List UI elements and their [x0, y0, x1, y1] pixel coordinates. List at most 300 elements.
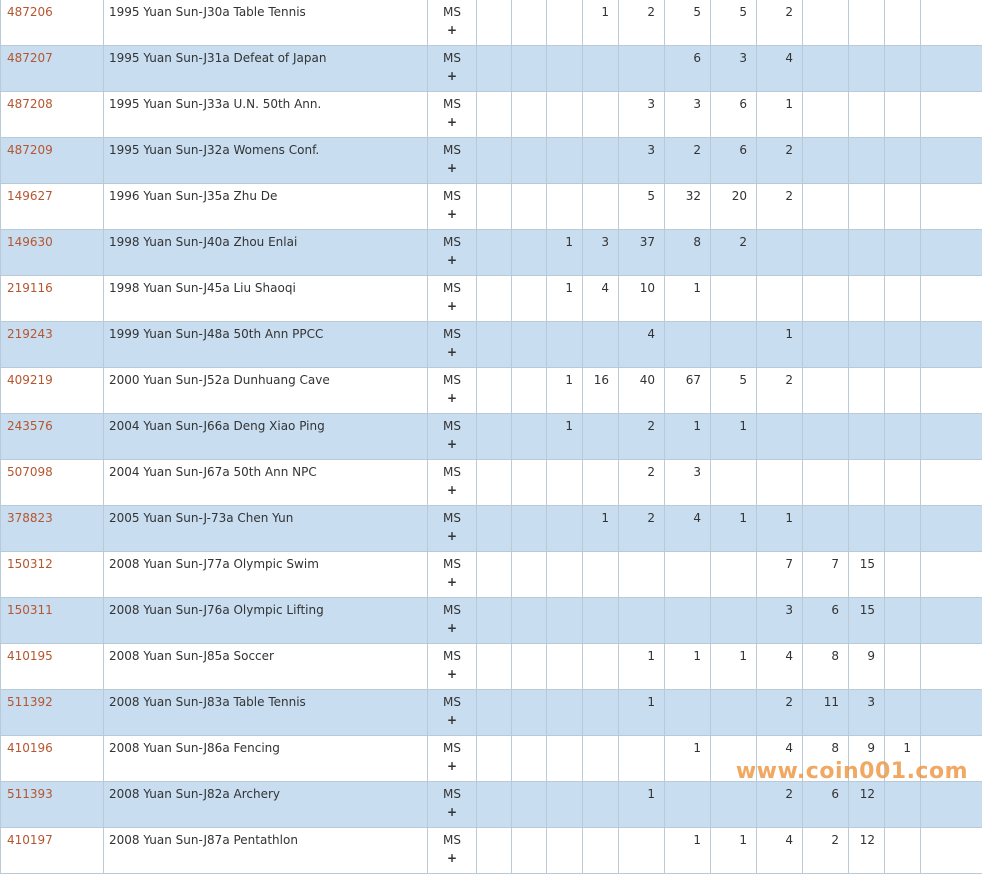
grade-count-cell [477, 322, 512, 368]
grade-cell [428, 690, 477, 736]
grade-count-cell [477, 598, 512, 644]
grade-count-cell [803, 138, 849, 184]
grade-count-cell [583, 92, 619, 138]
grade-label: MS [443, 281, 461, 295]
grade-count-cell [921, 690, 982, 736]
grade-count-cell: 20 [711, 184, 757, 230]
grade-count-cell: 1 [757, 92, 803, 138]
cert-id-cell [1, 138, 104, 184]
grade-count-cell [619, 552, 665, 598]
grade-count-cell: 2 [665, 138, 711, 184]
grade-count-cell [849, 184, 885, 230]
grade-count-cell: 6 [711, 138, 757, 184]
grade-count-cell: 1 [665, 276, 711, 322]
grade-count-cell [711, 460, 757, 506]
grade-count-cell [477, 736, 512, 782]
grade-count-cell: 1 [547, 368, 583, 414]
cert-id-link[interactable]: 150311 [7, 603, 53, 617]
grade-count-cell [512, 506, 547, 552]
grade-count-cell: 6 [711, 92, 757, 138]
cert-id-link[interactable]: 219243 [7, 327, 53, 341]
plus-grade-toggle[interactable]: + [428, 205, 476, 223]
grade-count-cell [583, 460, 619, 506]
coin-description: 2008 Yuan Sun-J83a Table Tennis [104, 690, 428, 736]
plus-grade-toggle[interactable]: + [428, 21, 476, 39]
grade-count-cell [921, 644, 982, 690]
grade-count-cell [885, 46, 921, 92]
grade-count-cell [477, 92, 512, 138]
grade-count-cell: 1 [583, 0, 619, 46]
grade-count-cell [921, 184, 982, 230]
grade-label: MS [443, 51, 461, 65]
cert-id-cell [1, 828, 104, 874]
grade-count-cell [849, 92, 885, 138]
grade-count-cell: 2 [757, 138, 803, 184]
coin-description: 2008 Yuan Sun-J85a Soccer [104, 644, 428, 690]
coin-description: 1995 Yuan Sun-J32a Womens Conf. [104, 138, 428, 184]
coin-description: 2008 Yuan Sun-J87a Pentathlon [104, 828, 428, 874]
cert-id-link[interactable]: 487206 [7, 5, 53, 19]
grade-count-cell [512, 230, 547, 276]
grade-label: MS [443, 741, 461, 755]
grade-count-cell [885, 368, 921, 414]
grade-count-cell [477, 828, 512, 874]
grade-count-cell: 7 [803, 552, 849, 598]
grade-cell [428, 46, 477, 92]
grade-count-cell: 2 [619, 460, 665, 506]
cert-id-link[interactable]: 409219 [7, 373, 53, 387]
cert-id-link[interactable]: 150312 [7, 557, 53, 571]
grade-count-cell [711, 276, 757, 322]
grade-count-cell: 5 [711, 368, 757, 414]
cert-id-cell [1, 690, 104, 736]
grade-count-cell [583, 184, 619, 230]
grade-count-cell: 32 [665, 184, 711, 230]
grade-count-cell [849, 460, 885, 506]
grade-count-cell: 6 [665, 46, 711, 92]
table-row [1, 644, 982, 690]
coin-description: 2005 Yuan Sun-J-73a Chen Yun [104, 506, 428, 552]
table-row [1, 322, 982, 368]
grade-count-cell [921, 828, 982, 874]
grade-cell [428, 92, 477, 138]
coin-description: 1998 Yuan Sun-J40a Zhou Enlai [104, 230, 428, 276]
coin-description: 1998 Yuan Sun-J45a Liu Shaoqi [104, 276, 428, 322]
cert-id-cell [1, 552, 104, 598]
cert-id-link[interactable]: 410196 [7, 741, 53, 755]
grade-cell [428, 138, 477, 184]
grade-count-cell [803, 322, 849, 368]
grade-label: MS [443, 419, 461, 433]
grade-count-cell: 4 [583, 276, 619, 322]
grade-count-cell: 1 [665, 828, 711, 874]
grade-count-cell: 2 [711, 230, 757, 276]
grade-count-cell [583, 690, 619, 736]
grade-count-cell: 2 [757, 368, 803, 414]
grade-count-cell [619, 736, 665, 782]
grade-count-cell [849, 46, 885, 92]
grade-count-cell [885, 184, 921, 230]
cert-id-link[interactable]: 507098 [7, 465, 53, 479]
grade-label: MS [443, 189, 461, 203]
grade-count-cell [921, 138, 982, 184]
watermark: www.coin001.com [736, 759, 968, 784]
cert-id-link[interactable]: 149630 [7, 235, 53, 249]
grade-count-cell [885, 598, 921, 644]
grade-cell [428, 0, 477, 46]
grade-count-cell [885, 276, 921, 322]
grade-count-cell [583, 552, 619, 598]
plus-grade-toggle[interactable]: + [428, 573, 476, 591]
grade-label: MS [443, 603, 461, 617]
coin-description: 2008 Yuan Sun-J86a Fencing [104, 736, 428, 782]
coin-description: 2004 Yuan Sun-J67a 50th Ann NPC [104, 460, 428, 506]
plus-grade-toggle[interactable]: + [428, 251, 476, 269]
grade-count-cell [477, 414, 512, 460]
grade-count-cell: 3 [849, 690, 885, 736]
cert-id-link[interactable]: 487209 [7, 143, 53, 157]
coin-description: 1996 Yuan Sun-J35a Zhu De [104, 184, 428, 230]
grade-count-cell [547, 506, 583, 552]
grade-count-cell [512, 414, 547, 460]
grade-count-cell: 4 [757, 644, 803, 690]
grade-count-cell [583, 598, 619, 644]
grade-cell [428, 644, 477, 690]
grade-count-cell [711, 552, 757, 598]
table-body [1, 0, 982, 874]
grade-count-cell: 1 [547, 414, 583, 460]
cert-id-cell [1, 276, 104, 322]
grade-count-cell [803, 184, 849, 230]
plus-grade-toggle[interactable]: + [428, 389, 476, 407]
grade-count-cell: 1 [711, 644, 757, 690]
grade-count-cell [547, 598, 583, 644]
table-row [1, 690, 982, 736]
coin-description: 1995 Yuan Sun-J33a U.N. 50th Ann. [104, 92, 428, 138]
plus-grade-toggle[interactable]: + [428, 481, 476, 499]
grade-count-cell: 15 [849, 598, 885, 644]
cert-id-cell [1, 414, 104, 460]
grade-label: MS [443, 787, 461, 801]
grade-count-cell: 4 [757, 828, 803, 874]
cert-id-link[interactable]: 511393 [7, 787, 53, 801]
grade-count-cell [583, 414, 619, 460]
grade-count-cell [921, 598, 982, 644]
grade-label: MS [443, 327, 461, 341]
grade-count-cell: 4 [757, 46, 803, 92]
grade-count-cell: 3 [583, 230, 619, 276]
grade-count-cell: 1 [711, 414, 757, 460]
grade-count-cell: 3 [619, 138, 665, 184]
grade-count-cell [921, 552, 982, 598]
grade-label: MS [443, 97, 461, 111]
cert-id-link[interactable]: 149627 [7, 189, 53, 203]
grade-count-cell [885, 322, 921, 368]
grade-count-cell [512, 828, 547, 874]
grade-count-cell [803, 414, 849, 460]
grade-count-cell: 11 [803, 690, 849, 736]
grade-count-cell [477, 782, 512, 828]
grade-count-cell [803, 92, 849, 138]
grade-label: MS [443, 235, 461, 249]
grade-count-cell: 6 [803, 598, 849, 644]
grade-count-cell [757, 230, 803, 276]
grade-count-cell [512, 644, 547, 690]
grade-count-cell [583, 828, 619, 874]
grade-count-cell [583, 46, 619, 92]
table-row [1, 0, 982, 46]
grade-count-cell: 5 [711, 0, 757, 46]
table-row [1, 506, 982, 552]
grade-count-cell [711, 782, 757, 828]
grade-count-cell: 10 [619, 276, 665, 322]
plus-grade-toggle[interactable]: + [428, 343, 476, 361]
cert-id-cell [1, 598, 104, 644]
grade-count-cell [619, 828, 665, 874]
grade-count-cell [583, 782, 619, 828]
grade-count-cell: 8 [665, 230, 711, 276]
grade-cell [428, 460, 477, 506]
grade-count-cell: 12 [849, 828, 885, 874]
grade-count-cell [885, 0, 921, 46]
table-row [1, 230, 982, 276]
grade-count-cell [803, 368, 849, 414]
grade-count-cell [921, 414, 982, 460]
grade-count-cell [803, 460, 849, 506]
grade-count-cell [921, 0, 982, 46]
grade-count-cell [665, 782, 711, 828]
grade-count-cell: 16 [583, 368, 619, 414]
grade-count-cell: 67 [665, 368, 711, 414]
table-row [1, 276, 982, 322]
grade-count-cell [885, 92, 921, 138]
grade-count-cell: 1 [665, 736, 711, 782]
grade-count-cell [547, 828, 583, 874]
grade-count-cell: 2 [619, 0, 665, 46]
cert-id-cell [1, 782, 104, 828]
grade-count-cell [619, 46, 665, 92]
grade-count-cell: 15 [849, 552, 885, 598]
plus-grade-toggle[interactable]: + [428, 849, 476, 867]
grade-count-cell [547, 644, 583, 690]
plus-grade-toggle[interactable]: + [428, 159, 476, 177]
table-row [1, 46, 982, 92]
plus-grade-toggle[interactable]: + [428, 435, 476, 453]
grade-count-cell [921, 506, 982, 552]
cert-id-link[interactable]: 410197 [7, 833, 53, 847]
grade-count-cell [885, 230, 921, 276]
grade-cell [428, 414, 477, 460]
grade-count-cell: 6 [803, 782, 849, 828]
grade-count-cell: 5 [619, 184, 665, 230]
cert-id-cell [1, 92, 104, 138]
grade-count-cell: 5 [665, 0, 711, 46]
table-row [1, 414, 982, 460]
coin-description: 1995 Yuan Sun-J30a Table Tennis [104, 0, 428, 46]
grade-count-cell [477, 644, 512, 690]
grade-count-cell [512, 184, 547, 230]
grade-label: MS [443, 695, 461, 709]
grade-count-cell [512, 552, 547, 598]
grade-count-cell [547, 46, 583, 92]
grade-count-cell [547, 184, 583, 230]
table-row [1, 598, 982, 644]
grade-count-cell: 2 [619, 506, 665, 552]
grade-count-cell: 1 [619, 782, 665, 828]
cert-id-cell [1, 644, 104, 690]
table-row [1, 92, 982, 138]
grade-cell [428, 184, 477, 230]
grade-count-cell [849, 230, 885, 276]
grade-count-cell: 2 [803, 828, 849, 874]
plus-grade-toggle[interactable]: + [428, 803, 476, 821]
cert-id-link[interactable]: 243576 [7, 419, 53, 433]
table-row [1, 782, 982, 828]
grade-count-cell [885, 414, 921, 460]
grade-cell [428, 506, 477, 552]
grade-count-cell [885, 460, 921, 506]
plus-grade-toggle[interactable]: + [428, 527, 476, 545]
plus-grade-toggle[interactable]: + [428, 711, 476, 729]
grade-count-cell [921, 368, 982, 414]
grade-count-cell: 37 [619, 230, 665, 276]
cert-id-link[interactable]: 378823 [7, 511, 53, 525]
cert-id-cell [1, 46, 104, 92]
grade-count-cell: 8 [803, 736, 849, 782]
grade-cell [428, 276, 477, 322]
grade-label: MS [443, 5, 461, 19]
grade-count-cell [885, 138, 921, 184]
grade-count-cell: 4 [619, 322, 665, 368]
grade-count-cell: 1 [619, 690, 665, 736]
grade-cell [428, 782, 477, 828]
table-row [1, 552, 982, 598]
grade-count-cell: 7 [757, 552, 803, 598]
grade-count-cell [477, 0, 512, 46]
grade-label: MS [443, 511, 461, 525]
cert-id-cell [1, 368, 104, 414]
grade-count-cell [583, 736, 619, 782]
cert-id-cell [1, 736, 104, 782]
cert-id-link[interactable]: 511392 [7, 695, 53, 709]
grade-cell [428, 230, 477, 276]
coin-description: 2000 Yuan Sun-J52a Dunhuang Cave [104, 368, 428, 414]
plus-grade-toggle[interactable]: + [428, 619, 476, 637]
grade-count-cell [921, 46, 982, 92]
grade-count-cell [547, 0, 583, 46]
grade-count-cell [849, 0, 885, 46]
table-row [1, 138, 982, 184]
grade-cell [428, 368, 477, 414]
grade-count-cell [849, 276, 885, 322]
grade-label: MS [443, 373, 461, 387]
cert-id-cell [1, 230, 104, 276]
coin-description: 2008 Yuan Sun-J76a Olympic Lifting [104, 598, 428, 644]
grade-count-cell: 1 [665, 644, 711, 690]
cert-id-cell [1, 184, 104, 230]
cert-id-link[interactable]: 487207 [7, 51, 53, 65]
grade-count-cell [512, 690, 547, 736]
plus-grade-toggle[interactable]: + [428, 67, 476, 85]
grade-cell [428, 322, 477, 368]
grade-count-cell: 1 [583, 506, 619, 552]
grade-count-cell [849, 368, 885, 414]
grade-count-cell [921, 276, 982, 322]
grade-count-cell [512, 782, 547, 828]
grade-count-cell [665, 322, 711, 368]
grade-count-cell [921, 460, 982, 506]
grade-count-cell [512, 0, 547, 46]
plus-grade-toggle[interactable]: + [428, 665, 476, 683]
grade-count-cell [547, 138, 583, 184]
grade-count-cell: 1 [665, 414, 711, 460]
grade-count-cell [477, 368, 512, 414]
grade-count-cell: 1 [711, 828, 757, 874]
grade-count-cell [477, 460, 512, 506]
grade-count-cell: 2 [757, 184, 803, 230]
grade-count-cell: 1 [547, 230, 583, 276]
plus-grade-toggle[interactable]: + [428, 113, 476, 131]
grade-count-cell [803, 230, 849, 276]
cert-id-cell [1, 460, 104, 506]
grade-count-cell: 12 [849, 782, 885, 828]
grade-count-cell [477, 552, 512, 598]
grade-count-cell: 1 [547, 276, 583, 322]
grade-label: MS [443, 143, 461, 157]
grade-count-cell [921, 782, 982, 828]
plus-grade-toggle[interactable]: + [428, 297, 476, 315]
grade-label: MS [443, 833, 461, 847]
plus-grade-toggle[interactable]: + [428, 757, 476, 775]
grade-count-cell: 9 [849, 736, 885, 782]
grade-count-cell [711, 690, 757, 736]
grade-label: MS [443, 649, 461, 663]
grade-count-cell: 2 [757, 782, 803, 828]
grade-cell [428, 598, 477, 644]
cert-id-link[interactable]: 487208 [7, 97, 53, 111]
grade-count-cell [885, 782, 921, 828]
grade-count-cell [512, 368, 547, 414]
grade-count-cell [547, 92, 583, 138]
coin-description: 1999 Yuan Sun-J48a 50th Ann PPCC [104, 322, 428, 368]
grade-cell [428, 828, 477, 874]
grade-count-cell [619, 598, 665, 644]
grade-count-cell [849, 506, 885, 552]
grade-count-cell [512, 276, 547, 322]
grade-count-cell [665, 598, 711, 644]
grade-count-cell [885, 506, 921, 552]
grade-cell [428, 552, 477, 598]
grade-count-cell [512, 460, 547, 506]
grade-count-cell: 3 [619, 92, 665, 138]
grade-count-cell [512, 736, 547, 782]
coin-description: 2004 Yuan Sun-J66a Deng Xiao Ping [104, 414, 428, 460]
grade-count-cell: 3 [665, 460, 711, 506]
grade-cell [428, 736, 477, 782]
grade-count-cell [583, 644, 619, 690]
grade-count-cell [849, 414, 885, 460]
grade-count-cell [885, 644, 921, 690]
coin-description: 1995 Yuan Sun-J31a Defeat of Japan [104, 46, 428, 92]
grade-count-cell: 3 [665, 92, 711, 138]
grade-count-cell [803, 46, 849, 92]
grade-count-cell [477, 506, 512, 552]
grade-count-cell [757, 276, 803, 322]
table-row [1, 828, 982, 874]
coin-description: 2008 Yuan Sun-J77a Olympic Swim [104, 552, 428, 598]
cert-id-link[interactable]: 410195 [7, 649, 53, 663]
cert-id-link[interactable]: 219116 [7, 281, 53, 295]
